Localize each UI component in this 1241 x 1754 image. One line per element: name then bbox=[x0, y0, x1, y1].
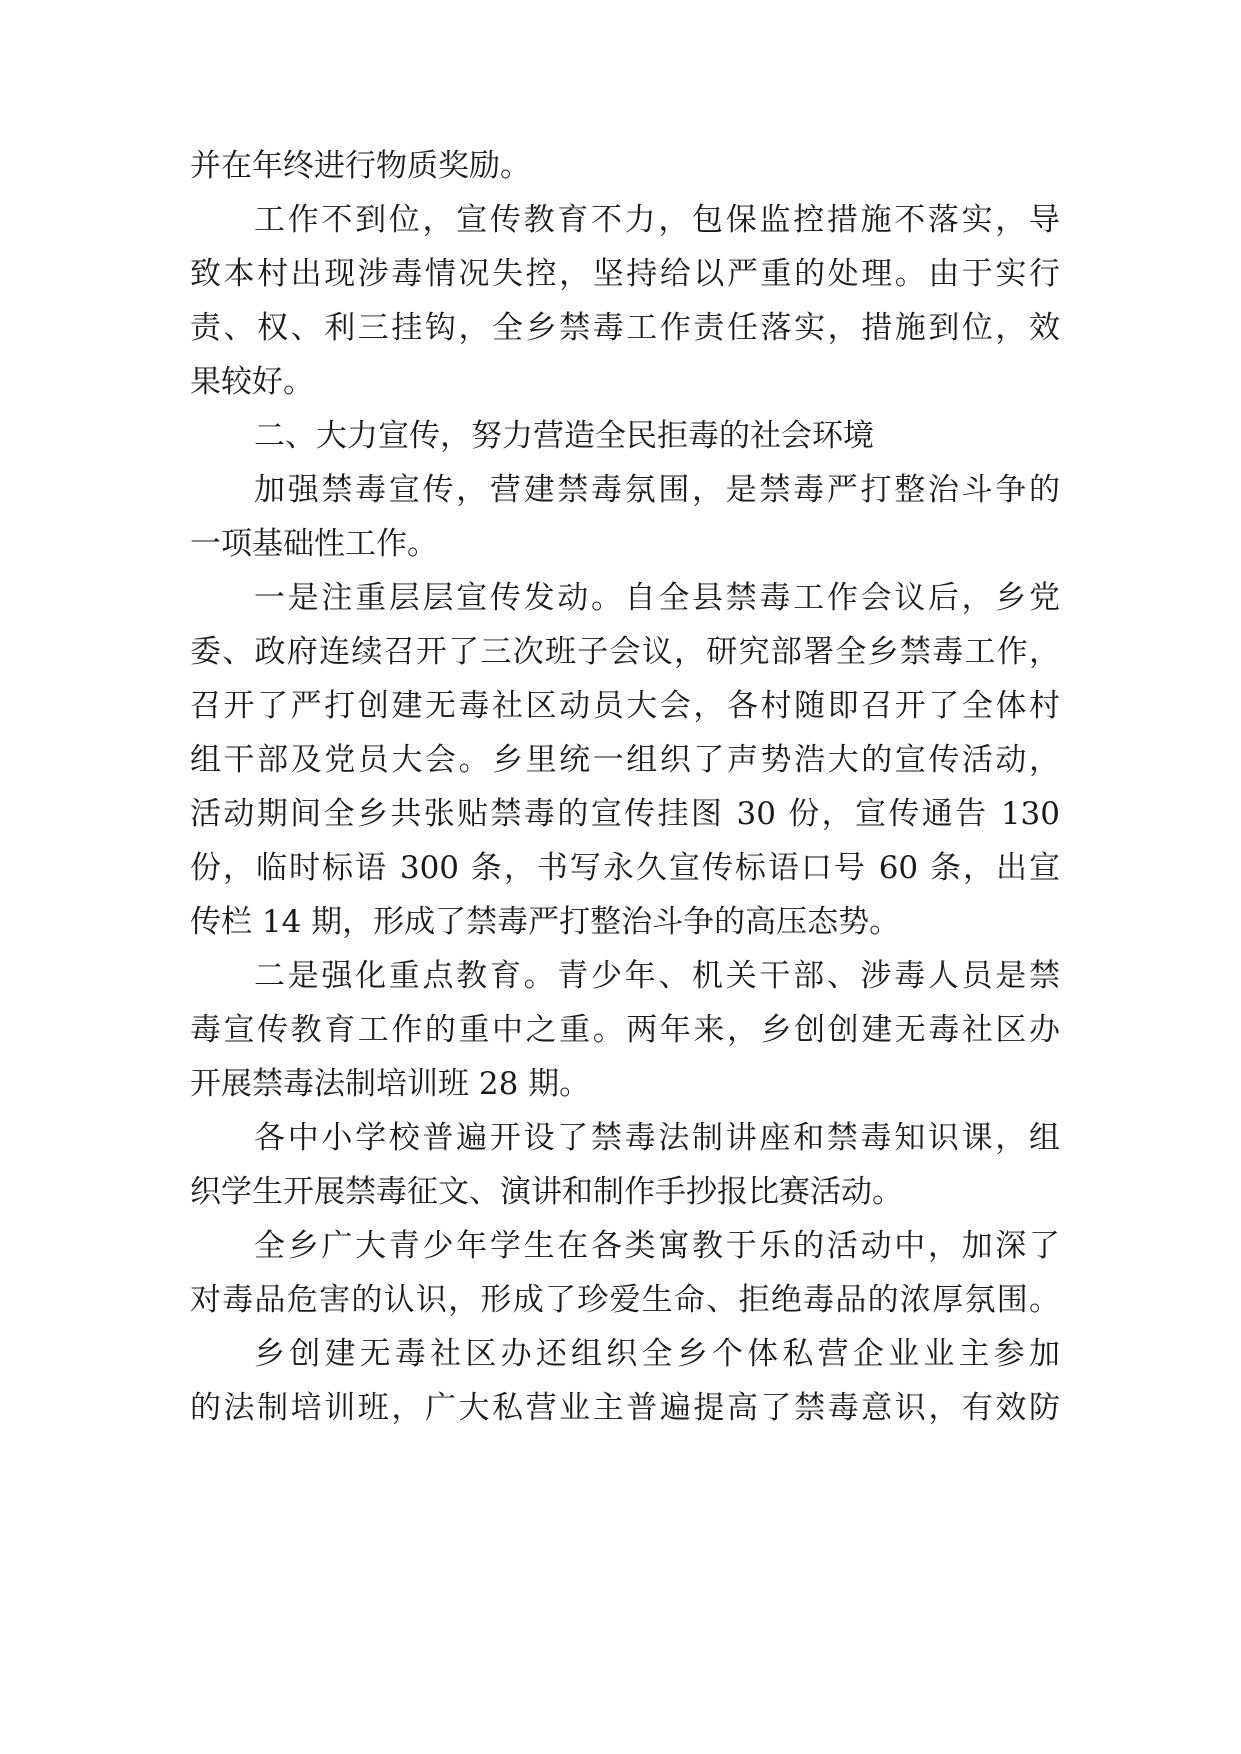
text-line: 毒宣传教育工作的重中之重。两年来，乡创创建无毒社区办 bbox=[190, 1012, 1060, 1048]
text-line: 织学生开展禁毒征文、演讲和制作手抄报比赛活动。 bbox=[190, 1174, 903, 1210]
text-line: 致本村出现涉毒情况失控，坚持给以严重的处理。由于实行 bbox=[190, 256, 1060, 292]
text-line: 开展禁毒法制培训班 28 期。 bbox=[190, 1066, 591, 1102]
section-heading: 二、大力宣传，努力营造全民拒毒的社会环境 bbox=[254, 418, 874, 454]
text-line: 的法制培训班，广大私营业主普遍提高了禁毒意识，有效防 bbox=[190, 1390, 1060, 1426]
text-line: 并在年终进行物质奖励。 bbox=[190, 148, 531, 184]
text-line: 组干部及党员大会。乡里统一组织了声势浩大的宣传活动， bbox=[190, 742, 1060, 778]
text-line: 责、权、利三挂钩，全乡禁毒工作责任落实，措施到位，效 bbox=[190, 310, 1060, 346]
text-line: 工作不到位，宣传教育不力，包保监控措施不落实，导 bbox=[254, 202, 1060, 238]
text-line: 一是注重层层宣传发动。自全县禁毒工作会议后，乡党 bbox=[254, 580, 1060, 616]
text-line: 活动期间全乡共张贴禁毒的宣传挂图 30 份，宣传通告 130 bbox=[190, 796, 1060, 832]
text-line: 对毒品危害的认识，形成了珍爱生命、拒绝毒品的浓厚氛围。 bbox=[190, 1282, 1060, 1318]
text-line: 全乡广大青少年学生在各类寓教于乐的活动中，加深了 bbox=[254, 1228, 1060, 1264]
text-line: 份，临时标语 300 条，书写永久宣传标语口号 60 条，出宣 bbox=[190, 850, 1060, 886]
text-line: 委、政府连续召开了三次班子会议，研究部署全乡禁毒工作， bbox=[190, 634, 1060, 670]
text-line: 加强禁毒宣传，营建禁毒氛围，是禁毒严打整治斗争的 bbox=[254, 472, 1060, 508]
text-line: 二是强化重点教育。青少年、机关干部、涉毒人员是禁 bbox=[254, 958, 1060, 994]
text-line: 果较好。 bbox=[190, 364, 314, 400]
text-line: 各中小学校普遍开设了禁毒法制讲座和禁毒知识课，组 bbox=[254, 1120, 1060, 1156]
text-line: 召开了严打创建无毒社区动员大会，各村随即召开了全体村 bbox=[190, 688, 1060, 724]
text-line: 乡创建无毒社区办还组织全乡个体私营企业业主参加 bbox=[254, 1336, 1060, 1372]
text-line: 一项基础性工作。 bbox=[190, 526, 438, 562]
text-line: 传栏 14 期，形成了禁毒严打整治斗争的高压态势。 bbox=[190, 904, 901, 940]
